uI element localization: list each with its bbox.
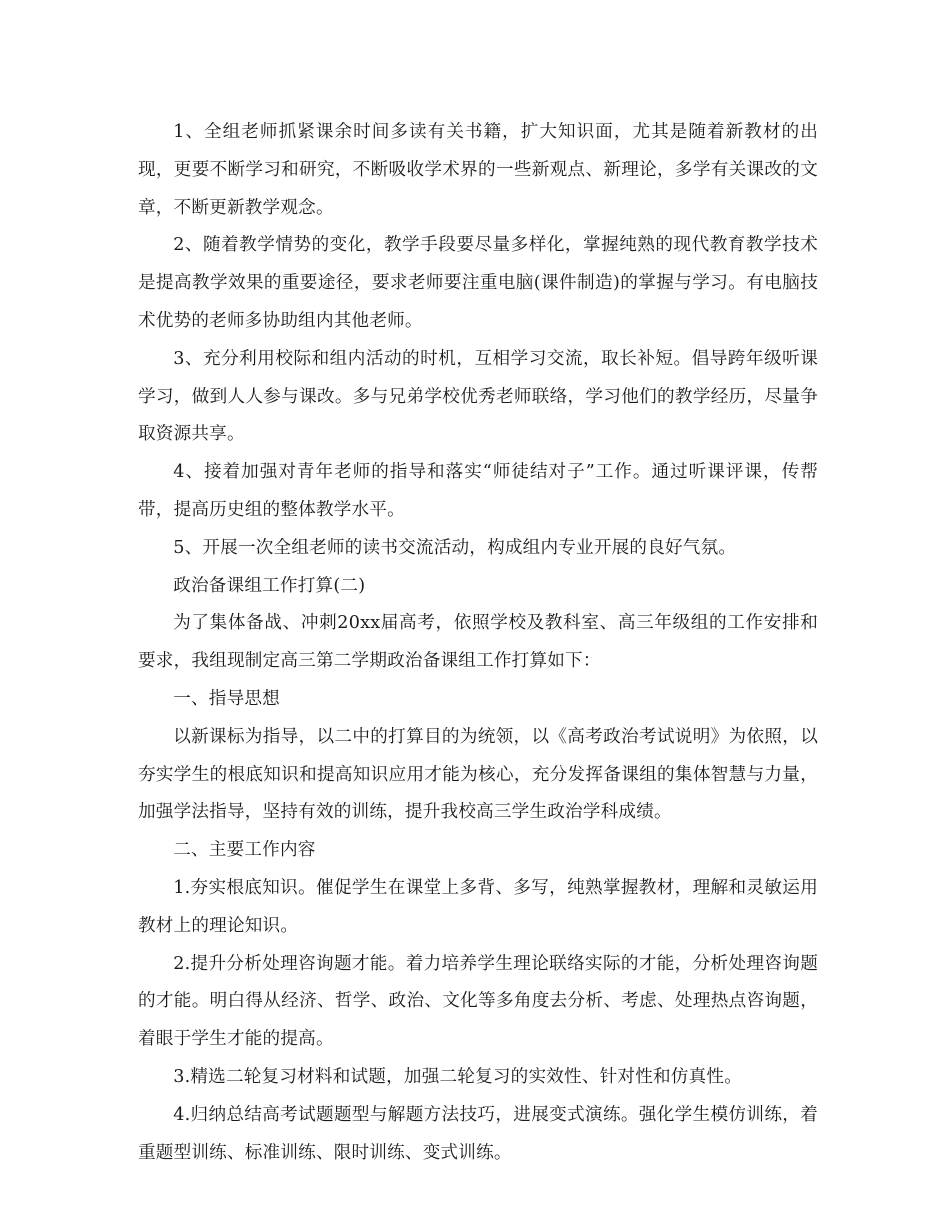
work-item-1: 1.夯实根底知识。催促学生在课堂上多背、多写，纯熟掌握教材，理解和灵敏运用教材上的理论知识。 bbox=[138, 877, 818, 936]
work-item-3: 3.精选二轮复习材料和试题，加强二轮复习的实效性、针对性和仿真性。 bbox=[173, 1066, 742, 1087]
paragraph-5: 5、开展一次全组老师的读书交流活动，构成组内专业开展的良好气氛。 bbox=[173, 537, 737, 558]
heading-guiding-thought: 一、指导思想 bbox=[173, 688, 280, 709]
section-title: 政治备课组工作打算(二) bbox=[173, 575, 366, 596]
paragraph-4: 4、接着加强对青年老师的指导和落实“师徒结对子”工作。通过听课评课，传帮带，提高历史组的整体教学水平。 bbox=[138, 462, 818, 520]
heading-main-work: 二、主要工作内容 bbox=[173, 840, 316, 861]
guiding-thought-paragraph: 以新课标为指导，以二中的打算目的为统领，以《高考政治考试说明》为依照，以夯实学生的根底知识和提高知识应用才能为核心，充分发挥备课组的集体智慧与力量，加强学法指导，坚持有效的训练，提升我校高三学生政治学科成绩。 bbox=[138, 726, 818, 823]
document-body bbox=[138, 114, 818, 1172]
work-item-4: 4.归纳总结高考试题题型与解题方法技巧，进展变式演练。强化学生模仿训练，着重题型训练、标准训练、限时训练、变式训练。 bbox=[138, 1104, 818, 1163]
intro-paragraph: 为了集体备战、冲刺20xx届高考，依照学校及教科室、高三年级组的工作安排和要求，我组现制定高三第二学期政治备课组工作打算如下： bbox=[138, 613, 818, 672]
work-item-2: 2.提升分析处理咨询题才能。着力培养学生理论联络实际的才能，分析处理咨询题的才能。明白得从经济、哲学、政治、文化等多角度去分析、考虑、处理热点咨询题，着眼于学生才能的提高。 bbox=[138, 953, 818, 1050]
paragraph-2: 2、随着教学情势的变化，教学手段要尽量多样化，掌握纯熟的现代教育教学技术是提高教学效果的重要途径，要求老师要注重电脑(课件制造)的掌握与学习。有电脑技术优势的老师多协助组内其他老师。 bbox=[138, 235, 818, 331]
paragraph-3: 3、充分利用校际和组内活动的时机，互相学习交流，取长补短。倡导跨年级听课学习，做到人人参与课改。多与兄弟学校优秀老师联络，学习他们的教学经历，尽量争取资源共享。 bbox=[138, 348, 818, 445]
paragraph-1: 1、全组老师抓紧课余时间多读有关书籍，扩大知识面，尤其是随着新教材的出现，更要不断学习和研究，不断吸收学术界的一些新观点、新理论，多学有关课改的文章，不断更新教学观念。 bbox=[138, 122, 818, 218]
